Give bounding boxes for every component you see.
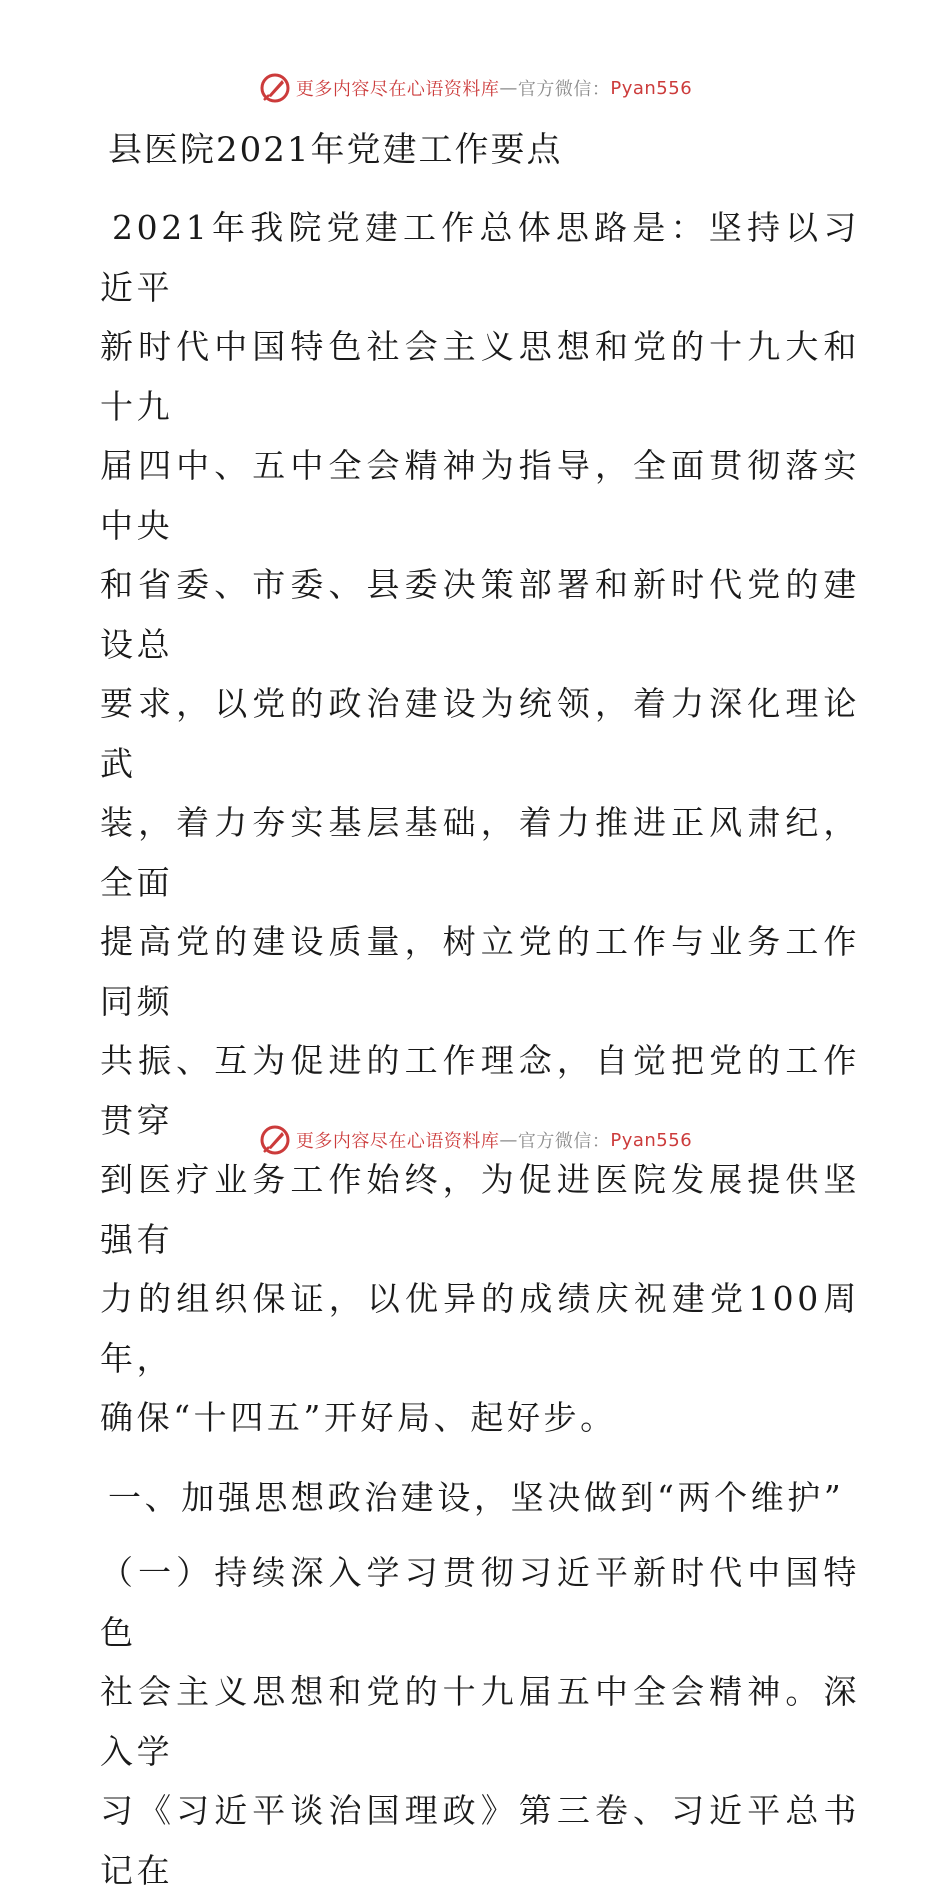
- watermark-separator: —: [499, 1129, 518, 1151]
- section-heading: 一、加强思想政治建设，坚决做到“两个维护”: [108, 1477, 845, 1517]
- watermark-wechat-id: Pyan556: [610, 77, 693, 99]
- subsection-paragraph: [100, 1543, 860, 1900]
- watermark-header: [0, 70, 950, 106]
- quill-pen-logo-icon: [258, 71, 292, 105]
- intro-line: 2021年我院党建工作总体思路是：坚持以习近平: [100, 208, 860, 307]
- intro-line: 届四中、五中全会精神为指导，全面贯彻落实中央: [100, 446, 860, 545]
- intro-line: 提高党的建设质量，树立党的工作与业务工作同频: [100, 922, 860, 1021]
- intro-line: 力的组织保证，以优异的成绩庆祝建党100周年，: [100, 1279, 860, 1378]
- intro-line: 和省委、市委、县委决策部署和新时代党的建设总: [100, 565, 860, 664]
- watermark-wechat-label: 官方微信：: [517, 79, 611, 100]
- intro-line: 要求，以党的政治建设为统领，着力深化理论武: [100, 684, 860, 783]
- subsection-line: 习《习近平谈治国理政》第三卷、习近平总书记在: [100, 1791, 860, 1890]
- quill-pen-logo-icon: [258, 1123, 292, 1157]
- watermark-wechat-label: 官方微信：: [517, 1131, 611, 1152]
- document-title: 县医院2021年党建工作要点: [108, 130, 563, 170]
- intro-line: 确保“十四五”开好局、起好步。: [100, 1398, 617, 1437]
- watermark-wechat-id: Pyan556: [610, 1129, 693, 1151]
- watermark-separator: —: [499, 77, 518, 99]
- watermark-footer: [0, 1122, 950, 1158]
- intro-paragraph: [100, 198, 860, 1448]
- intro-line: 装，着力夯实基层基础，着力推进正风肃纪，全面: [100, 803, 860, 902]
- document-body: [100, 126, 860, 1900]
- subsection-line: （一）持续深入学习贯彻习近平新时代中国特色: [100, 1553, 860, 1652]
- intro-line: 到医疗业务工作始终，为促进医院发展提供坚强有: [100, 1160, 860, 1259]
- watermark-site-text: 更多内容尽在心语资料库: [295, 79, 500, 100]
- intro-line: 共振、互为促进的工作理念，自觉把党的工作贯穿: [100, 1041, 860, 1140]
- subsection-line: 社会主义思想和党的十九届五中全会精神。深入学: [100, 1672, 860, 1771]
- intro-line: 新时代中国特色社会主义思想和党的十九大和十九: [100, 327, 860, 426]
- watermark-site-text: 更多内容尽在心语资料库: [295, 1131, 500, 1152]
